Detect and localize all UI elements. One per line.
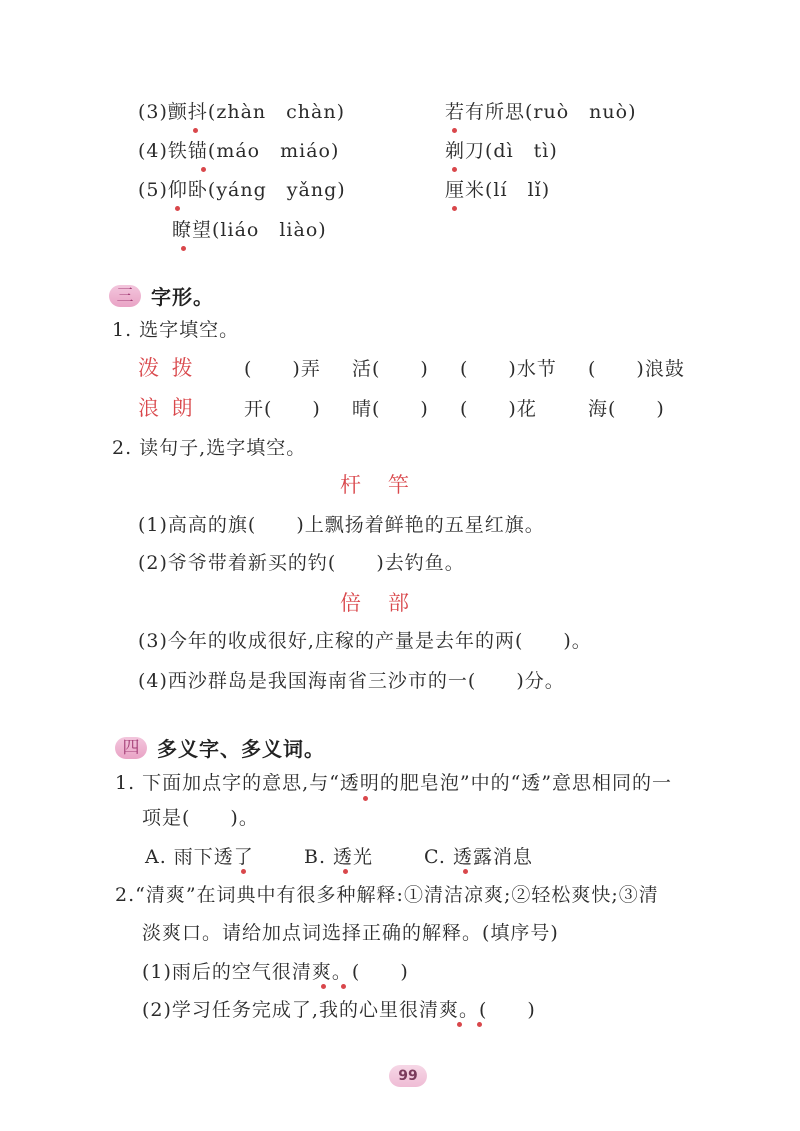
question-text: 淡爽口。请给加点词选择正确的解释。(填序号) [142,922,559,944]
pinyin-item: 剃刀(dì tì) [445,140,558,162]
section-number-badge: 三 [109,285,141,307]
sentence: (4)西沙群岛是我国海南省三沙市的一( )分。 [138,670,565,692]
fill-blank: ( )浪鼓 [588,358,685,380]
emphasis-dot [452,167,457,172]
emphasis-dot [452,206,457,211]
emphasis-dot [343,869,348,874]
emphasis-dot [193,128,198,133]
emphasis-dot [463,869,468,874]
section-title: 字形。 [151,285,214,309]
emphasis-dot [457,1022,462,1027]
emphasis-dot [341,984,346,989]
choice-chars: 杆 竿 [340,473,412,497]
sentence: (3)今年的收成很好,庄稼的产量是去年的两( )。 [138,630,592,652]
question-text: 1. 下面加点字的意思,与“透明的肥皂泡”中的“透”意思相同的一 [115,772,673,794]
emphasis-dot [181,246,186,251]
fill-blank: ( )水节 [460,358,557,380]
sentence: (2)学习任务完成了,我的心里很清爽。( ) [142,999,536,1021]
pinyin-item: 瞭望(liáo liào) [172,219,327,241]
option-a: A. 雨下透了 [145,846,254,868]
choice-chars: 倍 部 [340,591,412,615]
fill-blank: 活( ) [352,358,429,380]
emphasis-dot [241,869,246,874]
pinyin-item: 厘米(lí lǐ) [445,179,551,201]
pinyin-item: (5)仰卧(yáng yǎng) [138,179,346,201]
emphasis-dot [201,167,206,172]
choice-chars: 泼 拨 [138,356,196,380]
option-b: B. 透光 [304,846,374,868]
emphasis-dot [321,984,326,989]
section-header [115,733,325,762]
fill-blank: 海( ) [588,398,665,420]
pinyin-item: (3)颤抖(zhàn chàn) [138,101,345,123]
question-title: 2. 读句子,选字填空。 [112,437,307,459]
fill-blank: ( )花 [460,398,537,420]
choice-chars: 浪 朗 [138,396,196,420]
emphasis-dot [363,796,368,801]
question-title: 1. 选字填空。 [112,319,240,341]
fill-blank: 开( ) [244,398,321,420]
emphasis-dot [452,128,457,133]
section-header [109,281,214,310]
section-title: 多义字、多义词。 [157,737,325,761]
option-c: C. 透露消息 [424,846,533,868]
emphasis-dot [477,1022,482,1027]
section-number-badge: 四 [115,737,147,759]
emphasis-dot [175,206,180,211]
sentence: (1)高高的旗( )上飘扬着鲜艳的五星红旗。 [138,514,545,536]
pinyin-item: 若有所思(ruò nuò) [445,101,637,123]
sentence: (2)爷爷带着新买的钓( )去钓鱼。 [138,552,465,574]
page-number: 99 [389,1065,427,1087]
question-text: 2.“清爽”在词典中有很多种解释:①清洁凉爽;②轻松爽快;③清 [115,884,659,906]
fill-blank: ( )弄 [244,358,321,380]
pinyin-item: (4)铁锚(máo miáo) [138,140,340,162]
fill-blank: 晴( ) [352,398,429,420]
sentence: (1)雨后的空气很清爽。( ) [142,961,409,983]
question-text: 项是( )。 [142,807,259,829]
